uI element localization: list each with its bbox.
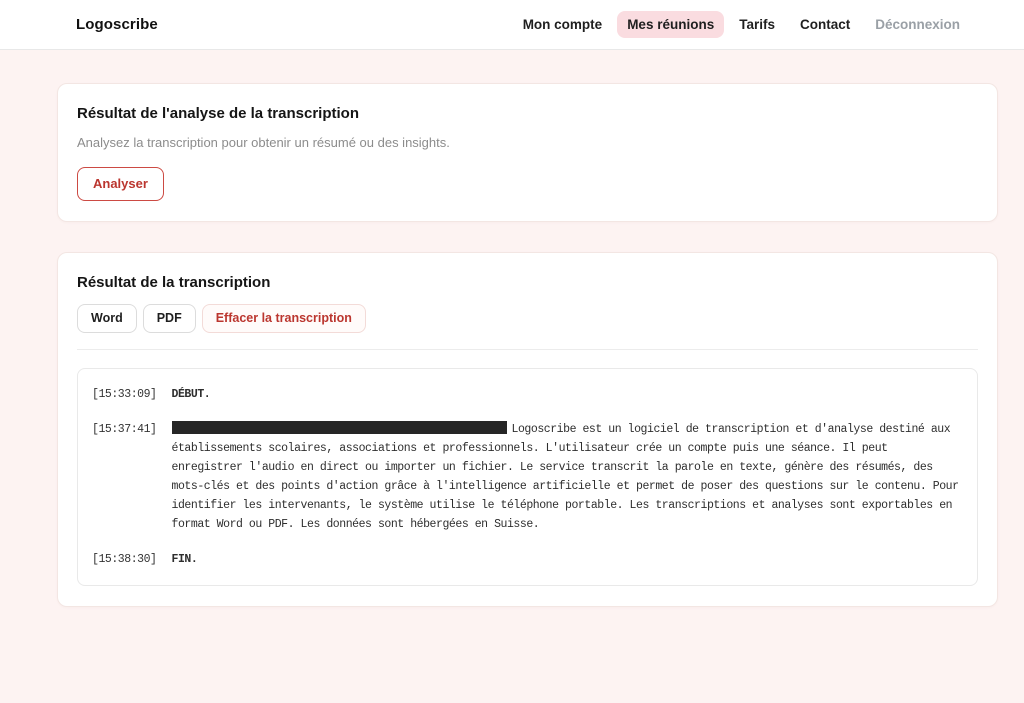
- nav-item-deconnexion[interactable]: Déconnexion: [875, 17, 960, 32]
- brand-logo[interactable]: Logoscribe: [76, 16, 158, 33]
- transcript-entry: [92, 420, 961, 534]
- main-nav: [513, 11, 970, 38]
- entry-text: [172, 420, 961, 534]
- entry-timestamp: [15:33:09]: [92, 387, 157, 401]
- card-divider: [77, 349, 978, 350]
- analysis-card-description: Analysez la transcription pour obtenir un résumé ou des insights.: [77, 135, 450, 150]
- entry-text: DÉBUT.: [171, 387, 211, 401]
- redacted-speaker-bar: [172, 421, 507, 434]
- analysis-card-title: Résultat de l'analyse de la transcription: [77, 105, 359, 122]
- transcript-entry: [92, 550, 961, 569]
- transcription-card-title: Résultat de la transcription: [77, 273, 271, 291]
- nav-item-mes-reunions[interactable]: Mes réunions: [617, 11, 724, 38]
- top-nav: [0, 0, 1024, 50]
- nav-item-contact[interactable]: Contact: [799, 17, 851, 32]
- entry-text: FIN.: [171, 552, 198, 566]
- transcription-result-card: [57, 252, 998, 607]
- nav-item-mon-compte[interactable]: Mon compte: [522, 17, 603, 32]
- entry-timestamp: [15:37:41]: [92, 422, 157, 436]
- transcript-box: [77, 368, 978, 586]
- analyser-button[interactable]: Analyser: [77, 167, 164, 201]
- analysis-result-card: [57, 83, 998, 222]
- export-buttons-row: [77, 304, 978, 333]
- page-content: [0, 50, 1024, 607]
- transcript-entry: [92, 385, 961, 404]
- export-word-button[interactable]: Word: [77, 304, 137, 333]
- clear-transcription-button[interactable]: Effacer la transcription: [202, 304, 366, 333]
- entry-text-content: Logoscribe est un logiciel de transcription et d'analyse destiné aux établissements scolaires, associations et professionnels. L'utilisateur crée un compte puis une séance. Il peut enregistrer l'audio en direct ou importer un fichier. Le service transcrit la parole en texte, génère des résumés, des mots-clés et des points d'action grâce à l'intelligence artificielle et permet de poser des questions sur le contenu. Pour identifier les intervenants, le système utilise le téléphone portable. Les transcriptions et analyses sont exportables en format Word ou PDF. Les données sont hébergées en Suisse.: [171, 422, 959, 531]
- nav-item-tarifs[interactable]: Tarifs: [739, 17, 775, 32]
- entry-timestamp: [15:38:30]: [92, 552, 157, 566]
- export-pdf-button[interactable]: PDF: [143, 304, 196, 333]
